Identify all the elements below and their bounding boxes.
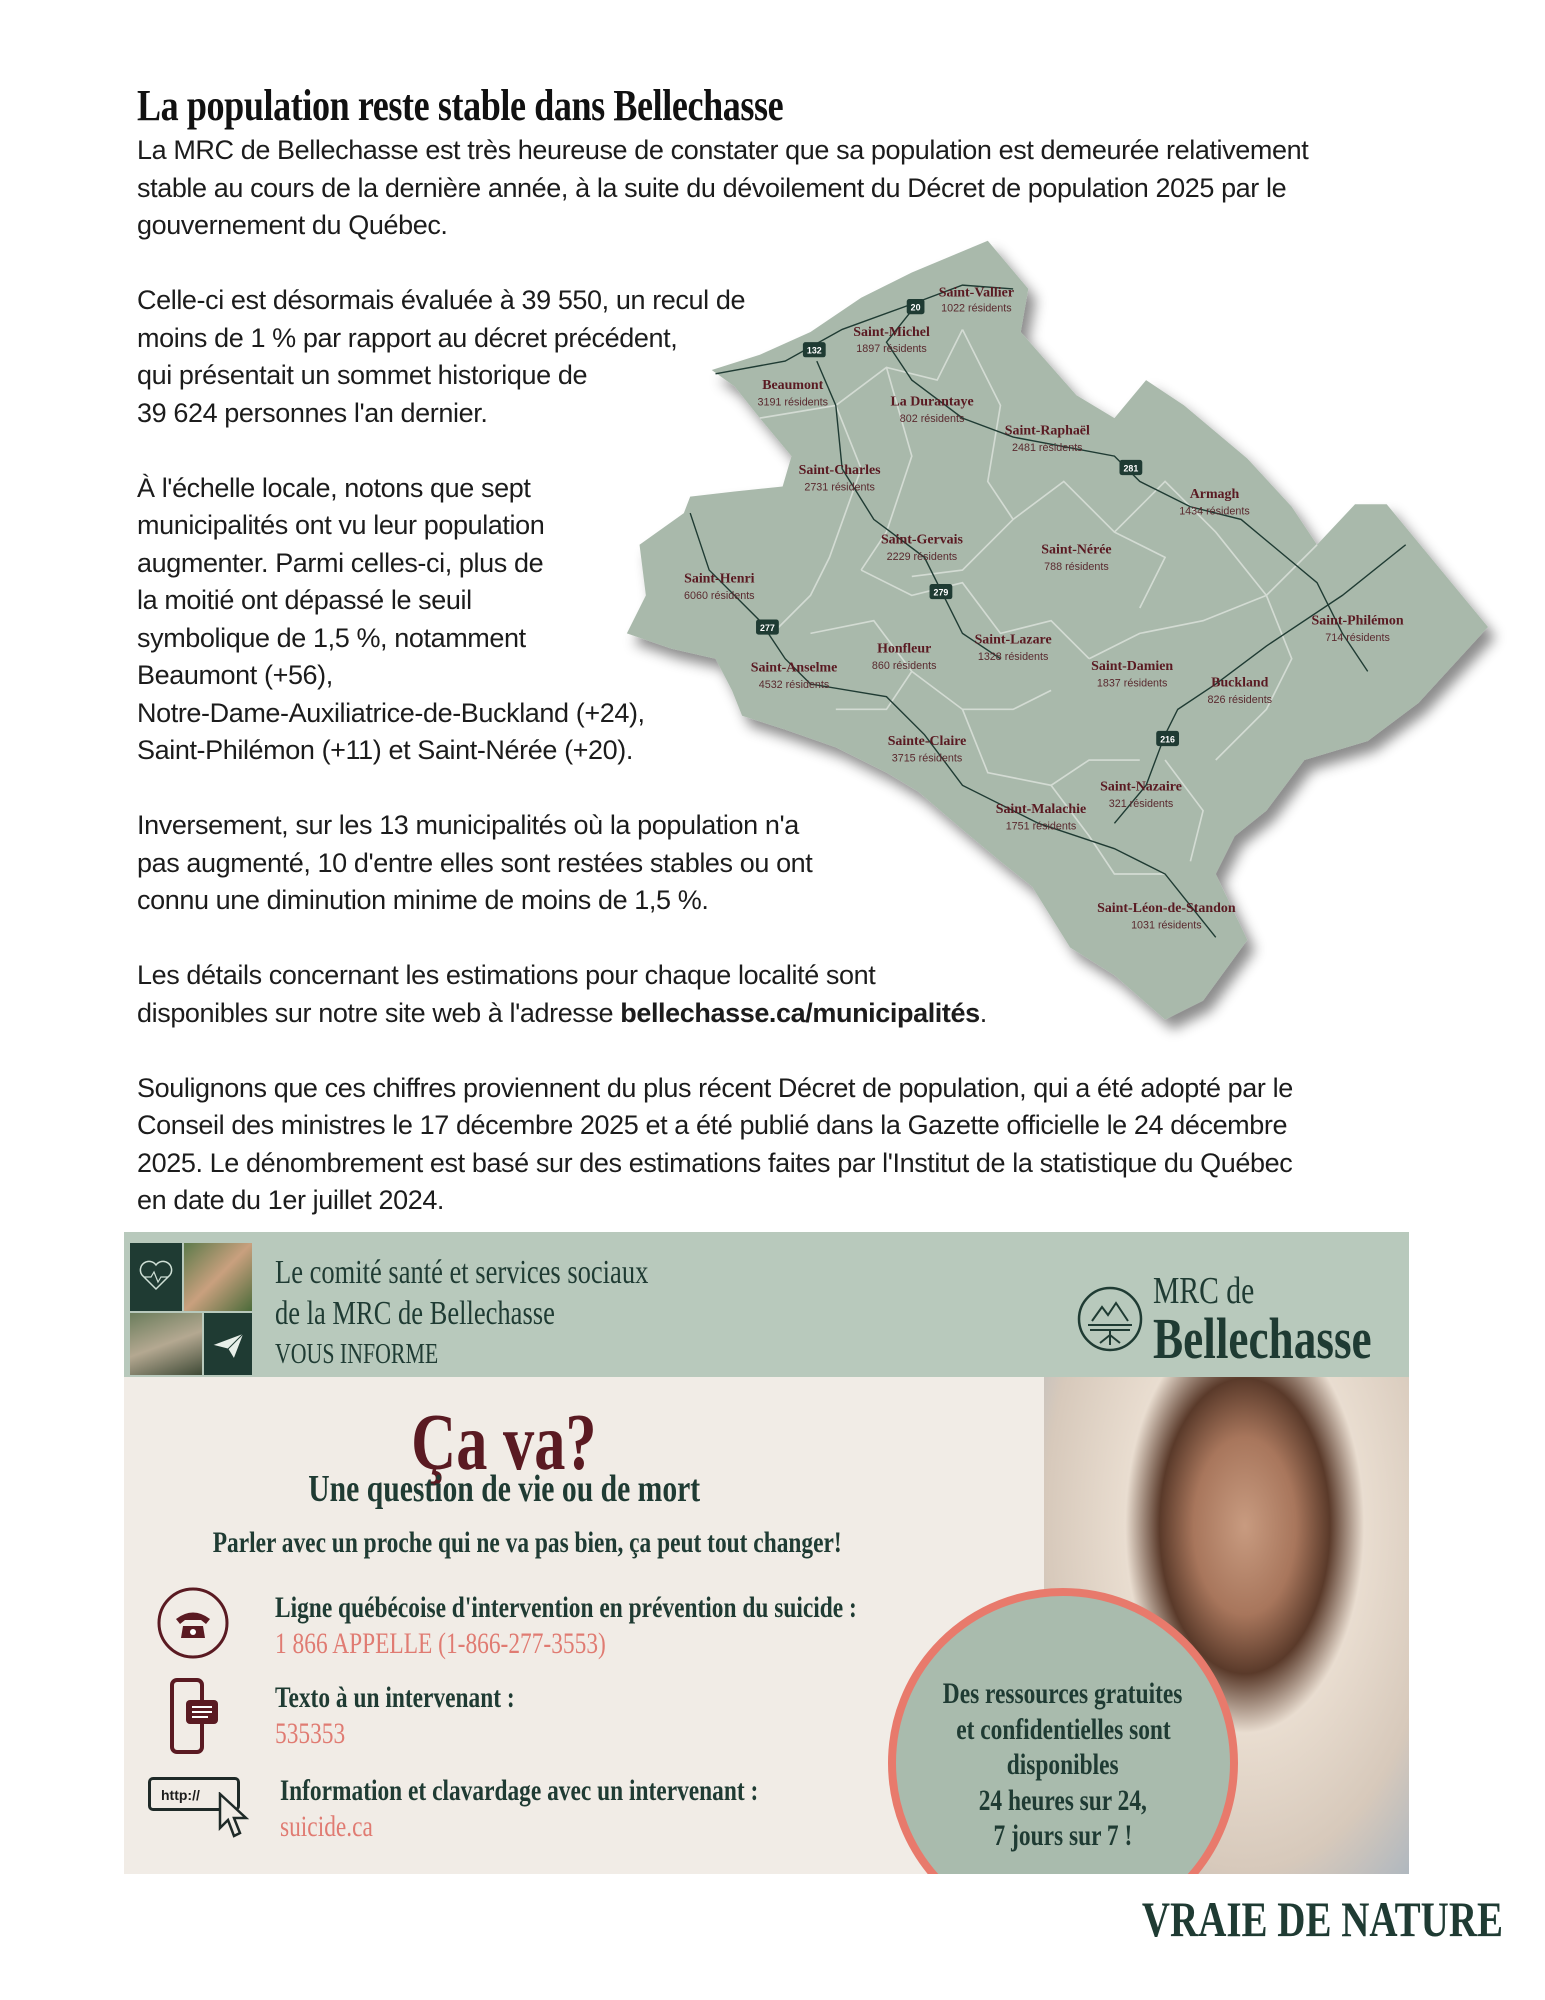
body-line: Saint-Philémon (+11) et Saint-Nérée (+20). [137, 735, 633, 765]
body-line: Celle-ci est désormais évaluée à 39 550, un recul de [137, 285, 746, 315]
svg-text:1897 résidents: 1897 résidents [856, 343, 927, 356]
mobile-text-icon [168, 1678, 222, 1756]
web-label: Information et clavardage avec un intervenant : [280, 1774, 759, 1807]
svg-text:Saint-Gervais: Saint-Gervais [880, 532, 963, 548]
body-line: pas augmenté, 10 d'entre elles sont restées stables ou ont [137, 847, 813, 878]
logo-line-2: Bellechasse [1153, 1306, 1372, 1371]
body-line: Beaumont (+56), [137, 660, 333, 690]
http-icon: http:// [148, 1777, 240, 1811]
body-line: Notre-Dame-Auxiliatrice-de-Buckland (+24), [137, 697, 645, 728]
svg-text:4532 résidents: 4532 résidents [758, 678, 830, 691]
svg-text:Saint-Vallier: Saint-Vallier [938, 285, 1015, 301]
svg-text:Beaumont: Beaumont [762, 377, 824, 393]
health-banner [124, 1232, 1409, 1874]
svg-text:Saint-Raphaël: Saint-Raphaël [1004, 423, 1090, 439]
svg-text:802 résidents: 802 résidents [899, 412, 965, 425]
svg-text:Saint-Lazare: Saint-Lazare [974, 632, 1052, 648]
phone-icon [156, 1586, 230, 1660]
svg-text:2481 résidents: 2481 résidents [1012, 442, 1083, 455]
footer-slogan: VRAIE DE NATURE [1141, 1891, 1504, 1947]
phone-label: Ligne québécoise d'intervention en prévention du suicide : [275, 1591, 857, 1624]
svg-text:826 résidents: 826 résidents [1207, 694, 1273, 707]
svg-text:714 résidents: 714 résidents [1325, 631, 1390, 644]
svg-text:Saint-Philémon: Saint-Philémon [1311, 613, 1404, 629]
body-line [137, 770, 1308, 808]
svg-text:Honfleur: Honfleur [877, 641, 932, 657]
svg-text:6060 résidents: 6060 résidents [684, 590, 755, 603]
body-line [137, 1032, 1308, 1070]
headline: Ça va? [411, 1399, 597, 1487]
logo-line-1: MRC de [1153, 1270, 1255, 1312]
svg-text:1837 résidents: 1837 résidents [1096, 677, 1168, 690]
svg-text:1022 résidents: 1022 résidents [941, 302, 1012, 315]
svg-text:1434 résidents: 1434 résidents [1179, 505, 1250, 518]
body-line [137, 432, 1308, 470]
svg-text:Saint-Damien: Saint-Damien [1091, 659, 1174, 675]
link-suffix: . [979, 997, 987, 1028]
svg-text:860 résidents: 860 résidents [871, 659, 937, 672]
body-line: gouvernement du Québec. [137, 210, 448, 240]
svg-text:1031 résidents: 1031 résidents [1131, 919, 1202, 932]
svg-text:Saint-Nérée: Saint-Nérée [1041, 542, 1112, 558]
svg-text:Saint-Nazaire: Saint-Nazaire [1100, 779, 1182, 795]
body-line: Conseil des ministres le 17 décembre 2025 et a été publié dans la Gazette officielle le 24 décembre [137, 1110, 1288, 1140]
cursor-icon [216, 1792, 252, 1840]
municipalities-link[interactable]: bellechasse.ca/municipalités [620, 997, 980, 1028]
tagline: Parler avec un proche qui ne va pas bien, ça peut tout changer! [212, 1526, 842, 1559]
header-line-1: Le comité santé et services sociaux [275, 1254, 649, 1291]
body-line: connu une diminution minime de moins de 1,5 %. [137, 885, 709, 915]
svg-text:Armagh: Armagh [1189, 486, 1240, 502]
body-line: augmenter. Parmi celles-ci, plus de [137, 547, 544, 578]
svg-text:Saint-Malachie: Saint-Malachie [995, 802, 1087, 818]
svg-text:216: 216 [1160, 734, 1176, 745]
body-line: Les détails concernant les estimations pour chaque localité sont [137, 960, 876, 990]
header-text [275, 1252, 754, 1375]
svg-text:132: 132 [806, 345, 822, 356]
resources-text: Des ressources gratuites et confidentielles sont disponibles 24 heures sur 24, 7 jours sur 7 ! [943, 1677, 1183, 1852]
body-line: Soulignons que ces chiffres proviennent du plus récent Décret de population, qui a été adopté par le [137, 1072, 1293, 1103]
svg-text:2731 résidents: 2731 résidents [804, 481, 875, 494]
body-line: 39 624 personnes l'an dernier. [137, 397, 488, 428]
svg-text:Saint-Anselme: Saint-Anselme [750, 660, 838, 676]
mrc-logo-text [1153, 1270, 1409, 1371]
heart-tile [130, 1243, 182, 1311]
body-line: stable au cours de la dernière année, à la suite du dévoilement du Décret de population 2025 par le [137, 172, 1287, 203]
svg-text:Saint-Charles: Saint-Charles [798, 462, 881, 478]
body-line: municipalités ont vu leur population [137, 510, 545, 540]
svg-text:321 résidents: 321 résidents [1108, 797, 1174, 810]
family-photo [184, 1243, 252, 1311]
svg-text:788 résidents: 788 résidents [1044, 561, 1109, 574]
link-prefix: disponibles sur notre site web à l'adresse [137, 997, 621, 1028]
text-number: 535353 [275, 1717, 346, 1750]
svg-text:Buckland: Buckland [1211, 675, 1269, 691]
svg-text:1328 résidents: 1328 résidents [977, 650, 1049, 663]
phone-number-link[interactable]: 1 866 APPELLE (1-866-277-3553) [275, 1627, 606, 1660]
body-line [137, 245, 1308, 283]
body-line [137, 995, 1308, 1033]
svg-text:Saint-Michel: Saint-Michel [853, 324, 930, 340]
svg-text:Sainte-Claire: Sainte-Claire [887, 733, 967, 749]
text-label: Texto à un intervenant : [275, 1681, 515, 1714]
body-line: la moitié ont dépassé le seuil [137, 585, 472, 615]
body-line: Inversement, sur les 13 municipalités où la population n'a [137, 810, 799, 840]
svg-text:20: 20 [910, 302, 921, 313]
svg-text:279: 279 [933, 587, 949, 598]
plane-tile [204, 1313, 252, 1375]
body-line: La MRC de Bellechasse est très heureuse de constater que sa population est demeurée relativement [137, 135, 1309, 165]
svg-text:Saint-Léon-de-Standon: Saint-Léon-de-Standon [1097, 900, 1236, 916]
mrc-logo-icon [1076, 1285, 1144, 1353]
svg-text:3191 résidents: 3191 résidents [757, 396, 829, 409]
subheadline: Une question de vie ou de mort [308, 1468, 700, 1510]
body-line: symbolique de 1,5 %, notamment [137, 622, 526, 653]
article-body [137, 132, 1308, 1220]
svg-text:281: 281 [1123, 463, 1139, 474]
body-line [137, 920, 1308, 958]
body-line: À l'échelle locale, notons que sept [137, 472, 531, 503]
svg-text:277: 277 [760, 622, 775, 633]
body-line: en date du 1er juillet 2024. [137, 1185, 445, 1215]
svg-text:Saint-Henri: Saint-Henri [684, 571, 755, 587]
header-line-2: de la MRC de Bellechasse [275, 1295, 555, 1332]
hikers-photo [130, 1313, 202, 1375]
article-title: La population reste stable dans Bellechasse [137, 81, 784, 130]
body-line: 2025. Le dénombrement est basé sur des estimations faites par l'Institut de la statistique du Québec [137, 1147, 1293, 1178]
svg-text:3715 résidents: 3715 résidents [891, 752, 963, 765]
svg-text:La Durantaye: La Durantaye [890, 394, 974, 410]
header-line-3: VOUS INFORME [275, 1339, 439, 1370]
suicide-ca-link[interactable]: suicide.ca [280, 1810, 373, 1843]
svg-text:2229 résidents: 2229 résidents [886, 550, 958, 563]
paper-plane-icon [204, 1313, 252, 1375]
banner-header [124, 1232, 1409, 1377]
body-line: moins de 1 % par rapport au décret précédent, [137, 322, 678, 353]
body-line: qui présentait un sommet historique de [137, 360, 588, 390]
heart-icon [130, 1243, 182, 1311]
svg-text:1751 résidents: 1751 résidents [1005, 820, 1077, 833]
